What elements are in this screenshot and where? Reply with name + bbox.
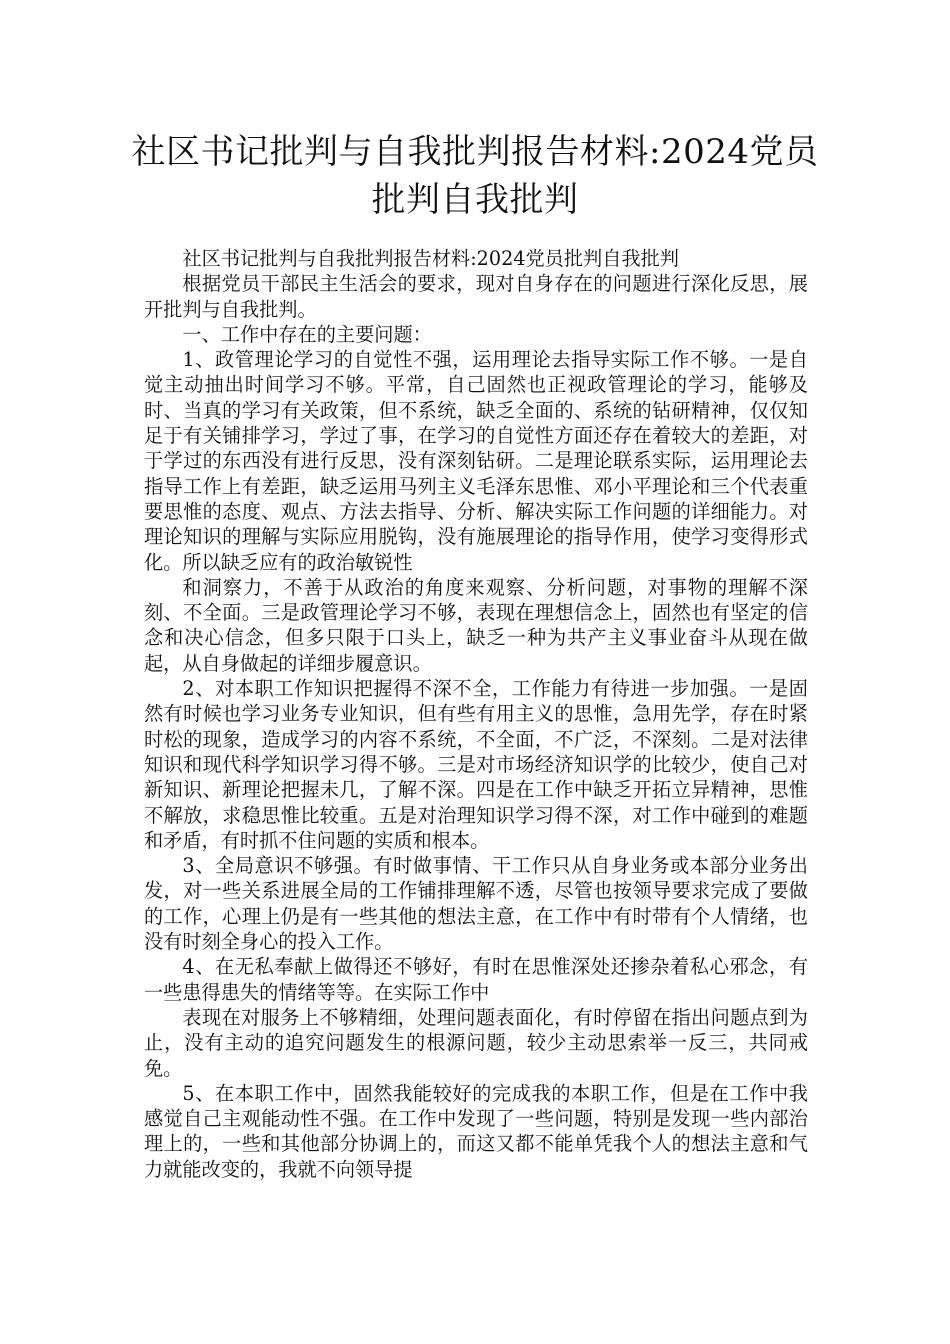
paragraph-item-4-continued: 表现在对服务上不够精细，处理问题表面化，有时停留在指出问题点到为止，没有主动的追究问题发生的根源问题，较少主动思索举一反三，共同戒免。: [144, 1005, 808, 1080]
document-title: 社区书记批判与自我批判报告材料:2024党员批判自我批判: [131, 132, 819, 220]
document-body: [144, 246, 808, 1182]
paragraph-subtitle: 社区书记批判与自我批判报告材料:2024党员批判自我批判: [182, 247, 679, 270]
paragraph-item-1-continued: 和洞察力，不善于从政治的角度来观察、分析问题，对事物的理解不深刻、不全面。三是政管理论学习不够，表现在理想信念上，固然也有坚定的信念和决心信念，但多只限于口头上，缺乏一种为共产主义事业奋斗从现在做起，从自身做起的详细步履意识。: [144, 575, 808, 675]
paragraph-item-5: 5、在本职工作中，固然我能较好的完成我的本职工作，但是在工作中我感觉自己主观能动性不强。在工作中发现了一些问题，特别是发现一些内部治理上的，一些和其他部分协调上的，而这又都不能单凭我个人的想法主意和气力就能改变的，我就不向领导提: [144, 1081, 808, 1181]
section-heading-main-problems: 一、工作中存在的主要问题：: [182, 322, 432, 346]
paragraph-item-2: 2、对本职工作知识把握得不深不全，工作能力有待进一步加强。一是固然有时候也学习业务专业知识，但有些有用主义的思惟，急用先学，存在时紧时松的现象，造成学习的内容不系统，不全面，不广泛，不深刻。二是对法律知识和现代科学知识学习得不够。三是对市场经济知识学的比较少，使自己对新知识、新理论把握未几，了解不深。四是在工作中缺乏开拓立异精神，思惟不解放，求稳思惟比较重。五是对治理知识学习得不深，对工作中碰到的难题和矛盾，有时抓不住问题的实质和根本。: [144, 677, 808, 852]
paragraph-item-3: 3、全局意识不够强。有时做事情、干工作只从自身业务或本部分业务出发，对一些关系进展全局的工作铺排理解不透，尽管也按领导要求完成了要做的工作，心理上仍是有一些其他的想法主意，在工作中有时带有个人情绪，也没有时刻全身心的投入工作。: [144, 854, 808, 954]
paragraph-intro: 根据党员干部民主生活会的要求，现对自身存在的问题进行深化反思，展开批判与自我批判。: [144, 272, 808, 321]
paragraph-item-1: 1、政管理论学习的自觉性不强，运用理论去指导实际工作不够。一是自觉主动抽出时间学习不够。平常，自己固然也正视政管理论的学习，能够及时、当真的学习有关政策，但不系统，缺乏全面的、系统的钻研精神，仅仅知足于有关铺排学习，学过了事，在学习的自觉性方面还存在着较大的差距，对于学过的东西没有进行反思，没有深刻钻研。二是理论联系实际，运用理论去指导工作上有差距，缺乏运用马列主义毛泽东思惟、邓小平理论和三个代表重要思惟的态度、观点、方法去指导、分析、解决实际工作问题的详细能力。对理论知识的理解与实际应用脱钩，没有施展理论的指导作用，使学习变得形式化。所以缺乏应有的政治敏锐性: [144, 348, 808, 574]
paragraph-item-4: 4、在无私奉献上做得还不够好，有时在思惟深处还掺杂着私心邪念，有一些患得患失的情绪等等。在实际工作中: [144, 955, 808, 1004]
